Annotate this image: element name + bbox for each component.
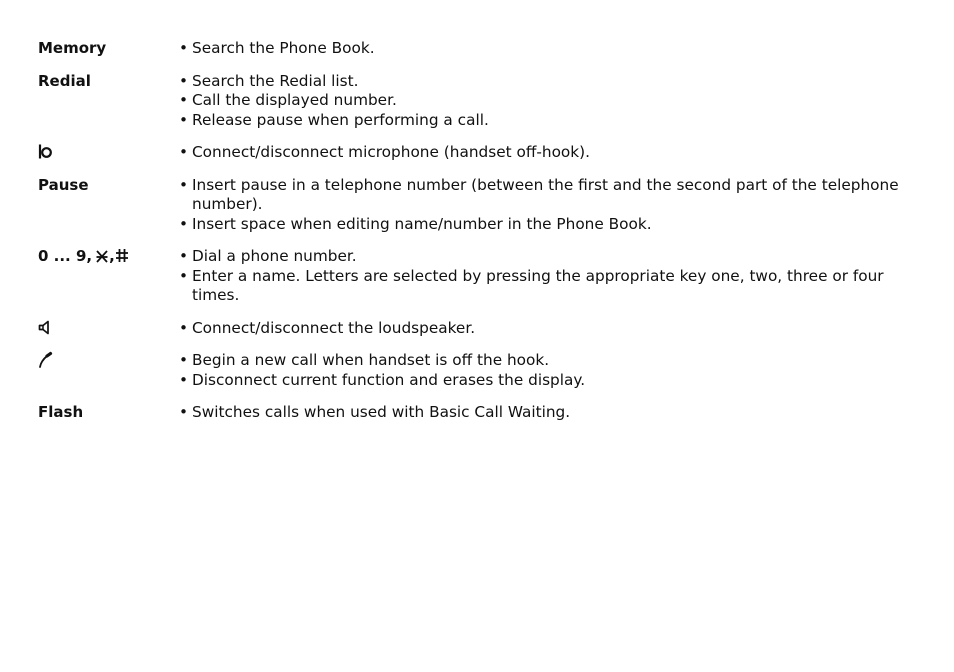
key-label-pause: Pause: [38, 175, 89, 194]
row-redial: [38, 72, 928, 131]
row-memory: [38, 39, 928, 59]
description-item: • Connect/disconnect the loudspeaker.: [179, 319, 928, 339]
key-label-handset: [38, 351, 179, 390]
description-list: [179, 351, 928, 390]
digit-keys-text: 0 ... 9,: [38, 247, 93, 265]
key-function-table: [38, 39, 928, 436]
microphone-key-icon: [38, 143, 54, 160]
description-list: [179, 72, 928, 131]
star-key-icon: [95, 247, 109, 264]
description-item: • Search the Redial list.: [179, 72, 928, 92]
description-item: • Connect/disconnect microphone (handset off-hook).: [179, 143, 928, 163]
key-separator: ,: [109, 247, 115, 265]
description-item: • Release pause when performing a call.: [179, 111, 928, 131]
description-list: [179, 143, 928, 163]
description-item: • Disconnect current function and erases the display.: [179, 371, 928, 391]
key-label-loudspeaker: [38, 319, 179, 339]
row-flash: [38, 403, 928, 423]
description-list: [179, 176, 928, 235]
description-list: [179, 39, 928, 59]
key-label-digits: [38, 247, 179, 306]
description-list: [179, 403, 928, 423]
key-label-flash: Flash: [38, 403, 84, 421]
description-item: • Dial a phone number.: [179, 247, 928, 267]
description-item: • Begin a new call when handset is off the hook.: [179, 351, 928, 371]
handset-key-icon: [38, 351, 54, 369]
row-handset: [38, 351, 928, 390]
description-item: • Call the displayed number.: [179, 91, 928, 111]
description-item: • Switches calls when used with Basic Call Waiting.: [179, 403, 928, 423]
loudspeaker-key-icon: [38, 319, 52, 336]
key-label-redial: Redial: [38, 71, 91, 90]
description-item: • Insert space when editing name/number in the Phone Book.: [179, 215, 928, 235]
description-list: [179, 319, 928, 339]
description-item: • Enter a name. Letters are selected by pressing the appropriate key one, two, three or four times.: [179, 267, 928, 306]
row-microphone: [38, 143, 928, 163]
row-pause: [38, 176, 928, 235]
row-loudspeaker: [38, 319, 928, 339]
row-digit-keys: [38, 247, 928, 306]
hash-key-icon: [115, 247, 129, 264]
description-item: • Search the Phone Book.: [179, 39, 928, 59]
key-label-memory: Memory: [38, 39, 107, 57]
description-list: [179, 247, 928, 306]
key-label-microphone: [38, 143, 179, 163]
description-item: • Insert pause in a telephone number (between the first and the second part of the telephone number).: [179, 176, 928, 215]
